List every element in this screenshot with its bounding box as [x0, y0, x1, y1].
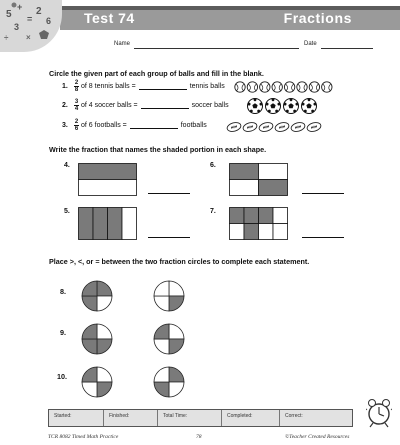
name-label: Name — [114, 41, 131, 47]
tennis-ball-icon[interactable] — [309, 82, 319, 92]
circle-quarter — [97, 324, 112, 339]
answer-line[interactable] — [302, 193, 344, 194]
shape-4-rectangle — [78, 163, 138, 197]
badge-symbol: 5 — [6, 9, 12, 20]
unshaded-part — [79, 180, 137, 196]
book-title: TCR 8082 Timed Math Practice — [48, 434, 119, 440]
question-unit: soccer balls — [191, 102, 229, 109]
answer-line[interactable] — [302, 237, 344, 238]
circle-quarter — [169, 339, 184, 354]
shaded-part — [93, 208, 108, 240]
circle-quarter — [97, 382, 112, 397]
badge-symbol: + — [17, 2, 23, 12]
shape-6-rectangle — [229, 163, 289, 197]
badge-symbol: 3 — [14, 22, 20, 32]
part2-instruction: Write the fraction that names the shaded portion in each shape. — [49, 145, 267, 154]
answer-line[interactable] — [148, 193, 190, 194]
part1-instruction: Circle the given part of each group of balls and fill in the blank. — [49, 69, 264, 78]
shaded-part — [79, 164, 137, 180]
answer-line[interactable] — [148, 237, 190, 238]
badge-symbol: 2 — [36, 6, 42, 17]
circle-quarter — [169, 296, 184, 311]
tennis-ball-icon[interactable] — [322, 82, 332, 92]
shaded-part — [230, 208, 245, 224]
fraction-denominator: 6 — [74, 126, 79, 132]
soccer-ball-icon[interactable] — [248, 98, 263, 113]
footballs-group[interactable] — [226, 120, 336, 134]
right-fraction-circle — [154, 367, 184, 397]
shape-number: 6. — [210, 162, 216, 169]
fraction-denominator: 4 — [74, 106, 79, 112]
unshaded-part — [273, 224, 288, 240]
started-label: Started: — [54, 413, 72, 419]
alarm-clock-icon — [366, 398, 392, 428]
page-number: 78 — [196, 434, 202, 440]
circle-quarter — [169, 367, 184, 382]
circle-row-number: 10. — [57, 372, 67, 381]
badge-symbol: = — [27, 14, 33, 24]
circle-quarter — [82, 324, 97, 339]
question-number: 2. — [62, 102, 68, 109]
circle-quarter — [169, 324, 184, 339]
soccer-ball-icon[interactable] — [266, 98, 281, 113]
circle-quarter — [154, 296, 169, 311]
unshaded-part — [230, 224, 245, 240]
circle-quarter — [82, 296, 97, 311]
question-text: of 8 tennis balls = — [81, 83, 136, 90]
badge-symbol: × — [26, 33, 31, 42]
finished-label: Finished: — [109, 413, 130, 419]
shaded-part — [79, 208, 94, 240]
question-number: 1. — [62, 83, 68, 90]
badge-symbol: 6 — [46, 16, 52, 26]
section-title: Fractions — [283, 10, 352, 26]
left-fraction-circle — [82, 367, 112, 397]
correct-label: Correct: — [285, 413, 303, 419]
circle-quarter — [97, 339, 112, 354]
total-time-cell[interactable] — [158, 410, 222, 426]
right-fraction-circle — [154, 281, 184, 311]
question-text: of 4 soccer balls = — [81, 102, 138, 109]
answer-blank[interactable] — [139, 84, 187, 90]
circle-row-number: 8. — [60, 287, 66, 296]
question-2 — [62, 99, 229, 112]
question-text: of 6 footballs = — [81, 122, 127, 129]
tennis-ball-icon[interactable] — [235, 82, 245, 92]
circle-quarter — [97, 367, 112, 382]
circle-shape — [12, 3, 17, 8]
circle-row-number: 9. — [60, 328, 66, 337]
circle-quarter — [82, 382, 97, 397]
circle-quarter — [82, 367, 97, 382]
soccer-balls-group[interactable] — [247, 97, 337, 115]
shape-7-rectangle — [229, 207, 289, 241]
fraction-circles — [80, 272, 200, 402]
question-unit: tennis balls — [189, 83, 225, 90]
fraction-denominator: 8 — [74, 87, 79, 93]
answer-blank[interactable] — [130, 123, 178, 129]
math-symbols-badge — [0, 0, 62, 52]
left-fraction-circle — [82, 324, 112, 354]
question-number: 3. — [62, 122, 68, 129]
left-fraction-circle — [82, 281, 112, 311]
math-symbols-graphic — [0, 0, 62, 52]
football-icon[interactable] — [306, 121, 322, 133]
shape-5-rectangle — [78, 207, 138, 241]
fraction — [74, 99, 79, 112]
shaded-part — [244, 208, 259, 224]
circle-quarter — [154, 382, 169, 397]
completed-label: Completed: — [227, 413, 253, 419]
football-icon[interactable] — [258, 121, 274, 133]
tennis-ball-icon[interactable] — [260, 82, 270, 92]
correct-cell[interactable] — [280, 410, 352, 426]
fraction-numerator: 3 — [74, 99, 79, 105]
question-3 — [62, 119, 207, 132]
question-unit: footballs — [180, 122, 207, 129]
tennis-ball-icon[interactable] — [284, 82, 294, 92]
unshaded-part — [122, 208, 137, 240]
name-field[interactable] — [134, 48, 299, 49]
shape-number: 4. — [64, 162, 70, 169]
circle-quarter — [154, 281, 169, 296]
circle-quarter — [169, 382, 184, 397]
started-cell[interactable] — [49, 410, 104, 426]
shaded-part — [244, 224, 259, 240]
circle-quarter — [82, 281, 97, 296]
soccer-ball-icon[interactable] — [302, 98, 317, 113]
name-date-row — [114, 41, 374, 53]
timing-bar — [48, 409, 353, 427]
shaded-part — [259, 180, 288, 196]
total-time-label: Total Time: — [163, 413, 188, 419]
shaded-part — [108, 208, 123, 240]
circle-quarter — [169, 281, 184, 296]
date-field[interactable] — [321, 48, 373, 49]
fraction-numerator: 2 — [74, 80, 79, 86]
answer-blank[interactable] — [141, 103, 189, 109]
tennis-ball-icon[interactable] — [247, 82, 257, 92]
publisher: ©Teacher Created Resources — [285, 434, 350, 440]
unshaded-part — [230, 180, 259, 196]
football-icon[interactable] — [290, 121, 306, 133]
unshaded-part — [273, 208, 288, 224]
football-icon[interactable] — [226, 121, 242, 133]
question-1 — [62, 80, 225, 93]
soccer-ball-icon[interactable] — [284, 98, 299, 113]
part3-instruction: Place >, <, or = between the two fraction circles to complete each statement. — [49, 257, 310, 266]
circle-quarter — [154, 367, 169, 382]
finished-cell[interactable] — [104, 410, 158, 426]
tennis-ball-icon[interactable] — [272, 82, 282, 92]
football-icon[interactable] — [242, 121, 258, 133]
fraction — [74, 119, 79, 132]
header-banner — [0, 0, 400, 42]
shaded-part — [230, 164, 259, 180]
unshaded-part — [259, 224, 274, 240]
shape-number: 7. — [210, 208, 216, 215]
circle-quarter — [154, 339, 169, 354]
football-icon[interactable] — [274, 121, 290, 133]
shaded-part — [259, 208, 274, 224]
completed-cell[interactable] — [222, 410, 280, 426]
tennis-ball-icon[interactable] — [297, 82, 307, 92]
shape-number: 5. — [64, 208, 70, 215]
circle-quarter — [82, 339, 97, 354]
fraction-numerator: 2 — [74, 119, 79, 125]
circle-quarter — [97, 296, 112, 311]
tennis-balls-group[interactable] — [234, 80, 344, 94]
test-number: Test 74 — [84, 10, 135, 26]
circle-quarter — [97, 281, 112, 296]
circle-quarter — [154, 324, 169, 339]
fraction — [74, 80, 79, 93]
badge-symbol: ÷ — [4, 33, 9, 42]
unshaded-part — [259, 164, 288, 180]
date-label: Date — [304, 41, 317, 47]
right-fraction-circle — [154, 324, 184, 354]
pentagon-shape — [39, 30, 49, 39]
